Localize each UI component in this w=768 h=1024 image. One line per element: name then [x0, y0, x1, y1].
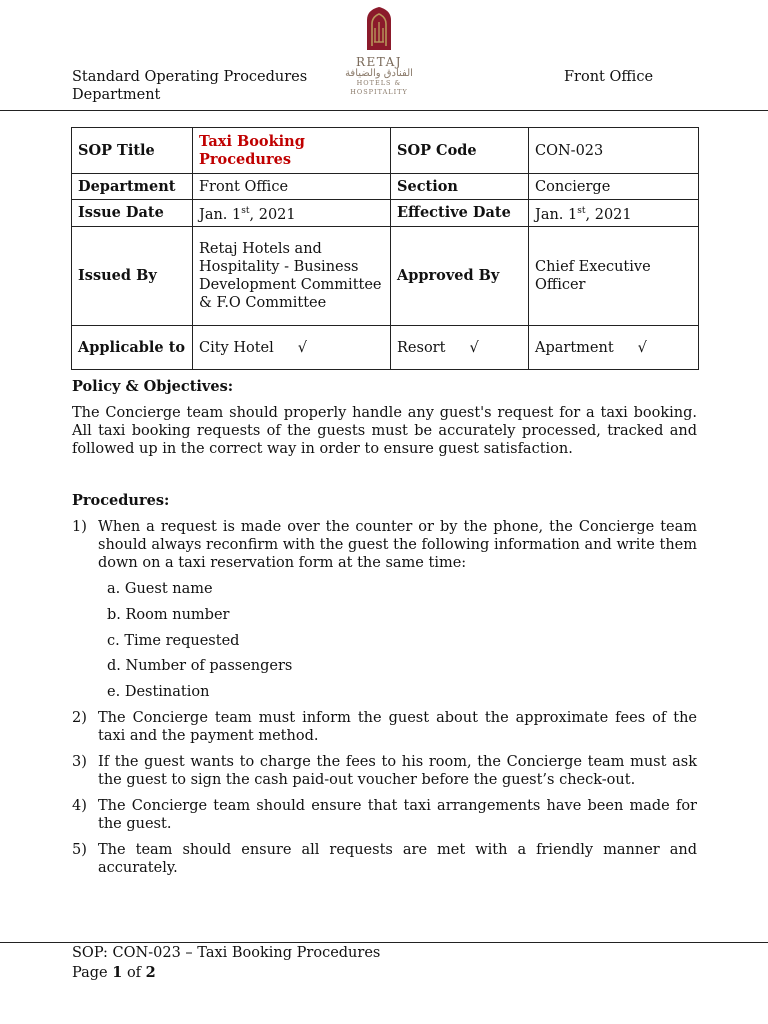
list-item: 3) If the guest wants to charge the fees to his room, the Concierge team must ask the guest to sign the cash paid-out voucher before the guest’s check-out. — [72, 754, 697, 788]
header-title-line2: Department — [72, 87, 161, 103]
logo-arabic-text: الفنادق والضيافة — [345, 68, 413, 79]
issue-date-label: Issue Date — [72, 200, 193, 227]
table-row — [72, 174, 699, 200]
approved-by-label: Approved By — [391, 227, 529, 326]
footer-page-number: Page 1 of 2 — [72, 964, 156, 981]
table-row — [72, 326, 699, 370]
sop-code-label: SOP Code — [391, 128, 529, 174]
logo-brand-text: RETAJ — [355, 55, 403, 69]
section-value: Concierge — [529, 174, 699, 200]
procedures-heading: Procedures: — [72, 492, 170, 509]
table-row — [72, 200, 699, 227]
list-item: d. Number of passengers — [107, 658, 293, 674]
footer-sop-reference: SOP: CON-023 – Taxi Booking Procedures — [72, 945, 381, 961]
issued-by-label: Issued By — [72, 227, 193, 326]
applicable-resort: Resort √ — [391, 326, 529, 370]
department-label: Department — [72, 174, 193, 200]
list-item: c. Time requested — [107, 633, 240, 649]
crown-emblem-icon — [363, 6, 395, 50]
header-divider — [0, 110, 768, 111]
issue-date-value: Jan. 1st, 2021 — [193, 200, 391, 227]
applicable-label: Applicable to — [72, 326, 193, 370]
list-item: b. Room number — [107, 607, 230, 623]
list-item: 1) When a request is made over the counter or by the phone, the Concierge team should always reconfirm with the guest the following information and write them down on a taxi reservation form at the same time: — [72, 519, 697, 571]
section-label: Section — [391, 174, 529, 200]
sop-title-label: SOP Title — [72, 128, 193, 174]
effective-date-label: Effective Date — [391, 200, 529, 227]
applicable-apartment: Apartment √ — [529, 326, 699, 370]
list-item: 5) The team should ensure all requests are met with a friendly manner and accurately. — [72, 842, 697, 876]
department-value: Front Office — [193, 174, 391, 200]
footer-divider — [0, 942, 768, 943]
sop-code-value: CON-023 — [529, 128, 699, 174]
retaj-logo — [330, 6, 428, 96]
applicable-city-hotel: City Hotel √ — [193, 326, 391, 370]
list-item: 2) The Concierge team must inform the guest about the approximate fees of the taxi and the payment method. — [72, 710, 697, 744]
list-item: a. Guest name — [107, 581, 213, 597]
table-row — [72, 128, 699, 174]
effective-date-value: Jan. 1st, 2021 — [529, 200, 699, 227]
check-mark-icon: √ — [637, 339, 647, 356]
approved-by-value: Chief Executive Officer — [529, 227, 699, 326]
policy-heading: Policy & Objectives: — [72, 378, 234, 395]
table-row — [72, 227, 699, 326]
list-item: 4) The Concierge team should ensure that taxi arrangements have been made for the guest. — [72, 798, 697, 832]
header-title-line1: Standard Operating Procedures — [72, 69, 308, 85]
header-department — [72, 68, 307, 104]
logo-subtitle: HOTELS & HOSPITALITY — [350, 79, 408, 96]
check-mark-icon: √ — [469, 339, 479, 356]
check-mark-icon: √ — [297, 339, 308, 356]
sop-title-value: Taxi Booking Procedures — [193, 128, 391, 174]
issued-by-value: Retaj Hotels and Hospitality - Business Development Committee & F.O Committee — [193, 227, 391, 326]
sop-info-table — [71, 127, 699, 370]
policy-text: The Concierge team should properly handle any guest's request for a taxi booking. All taxi booking requests of the guests must be accurately processed, tracked and followed up in the correct way in order to ensure guest satisfaction. — [72, 405, 697, 457]
header-division: Front Office — [564, 69, 654, 85]
list-item: e. Destination — [107, 684, 210, 700]
